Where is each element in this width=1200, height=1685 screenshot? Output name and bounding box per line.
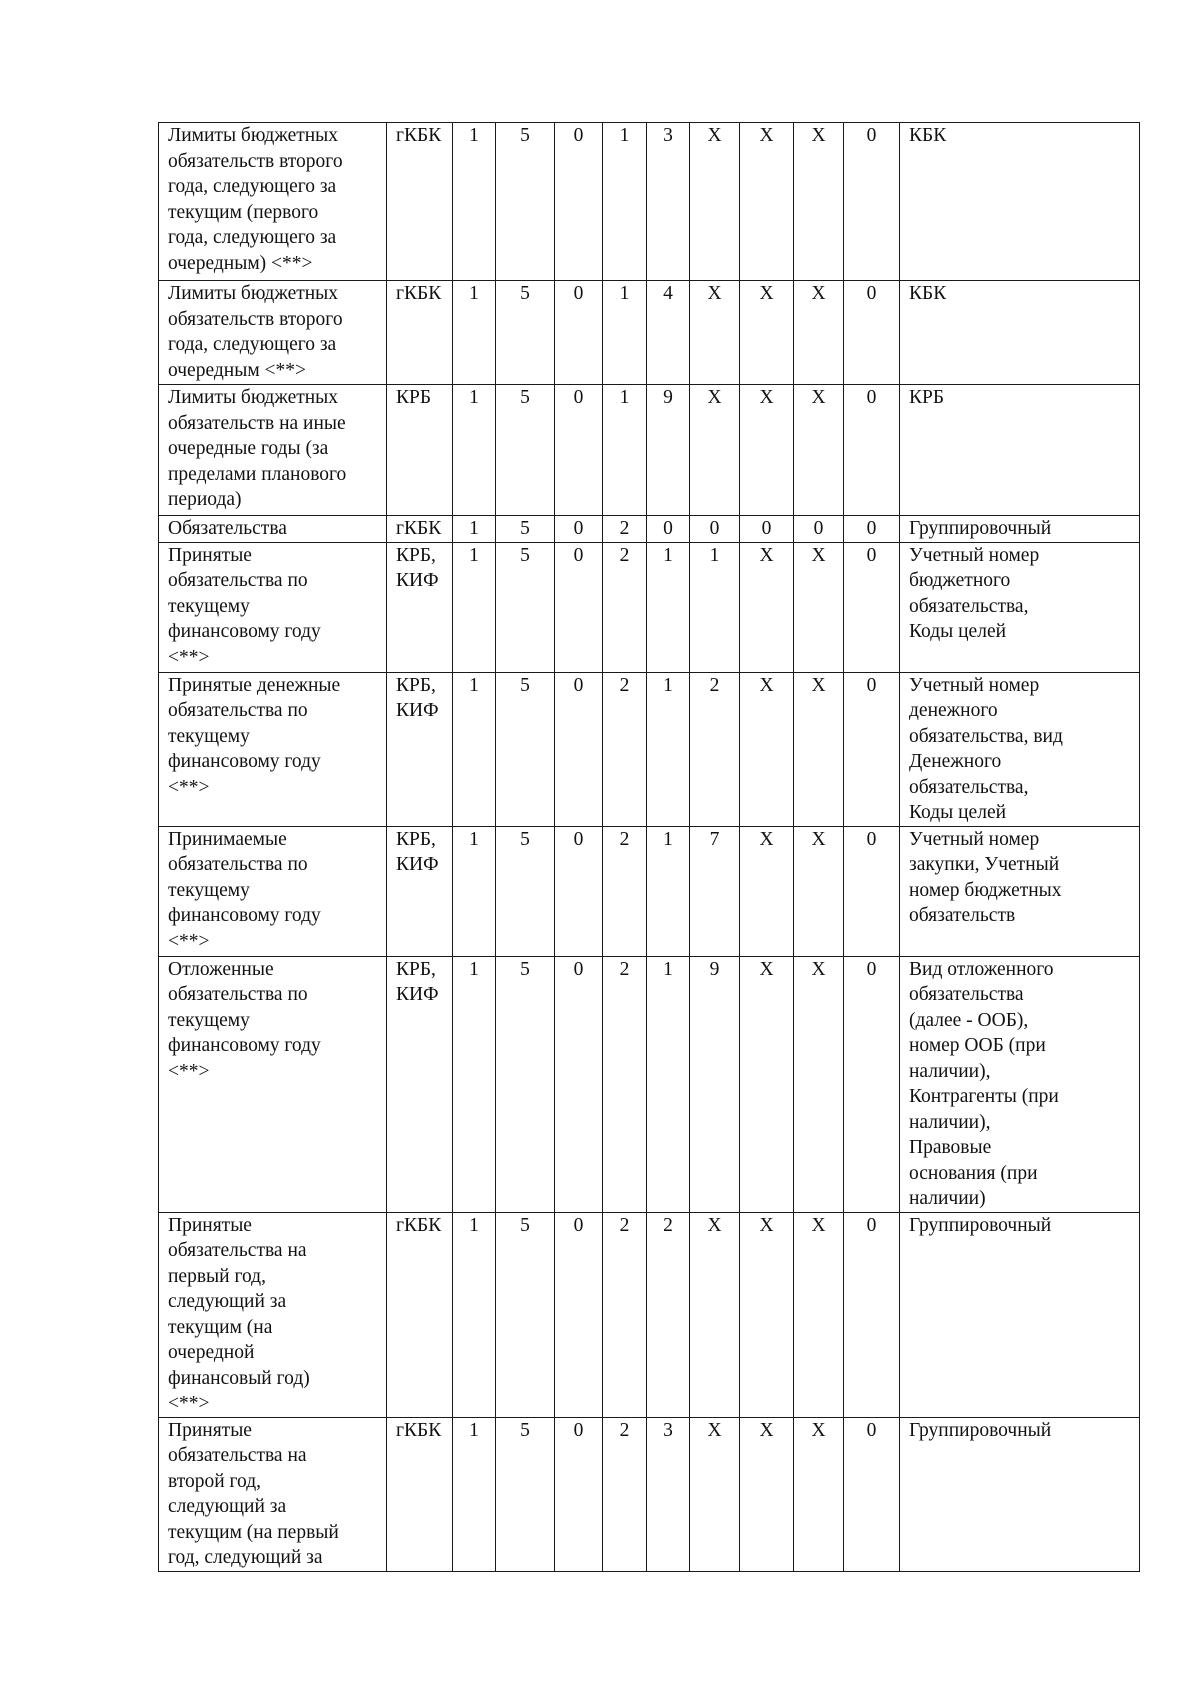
- row-digit-cell: 1: [453, 385, 496, 516]
- row-digit-cell: 0: [794, 516, 844, 543]
- row-digit-cell: 1: [647, 672, 690, 826]
- row-digit-cell: 0: [555, 1417, 603, 1571]
- row-code-cell: гКБК: [387, 1417, 453, 1571]
- row-digit-cell: 0: [844, 542, 900, 672]
- row-digit-cell: 2: [603, 826, 647, 956]
- row-code-cell: КРБ, КИФ: [387, 956, 453, 1212]
- row-digit-cell: 2: [647, 1212, 690, 1417]
- row-digit-cell: 5: [496, 1212, 555, 1417]
- row-digit-cell: 0: [555, 385, 603, 516]
- row-name-cell: Принятые обязательства по текущему финансовому году <**>: [159, 542, 387, 672]
- row-digit-cell: Х: [794, 956, 844, 1212]
- row-name-cell: Лимиты бюджетных обязательств второго года, следующего за текущим (первого года, следующего за очередным) <**>: [159, 123, 387, 281]
- table-row: [159, 516, 1140, 543]
- row-digit-cell: Х: [740, 1417, 794, 1571]
- row-code-cell: КРБ, КИФ: [387, 672, 453, 826]
- row-digit-cell: Х: [794, 672, 844, 826]
- row-digit-cell: Х: [794, 1212, 844, 1417]
- accounts-table: [158, 122, 1140, 1572]
- row-digit-cell: 0: [844, 385, 900, 516]
- row-digit-cell: Х: [740, 542, 794, 672]
- row-digit-cell: Х: [740, 672, 794, 826]
- row-digit-cell: 2: [603, 672, 647, 826]
- row-digit-cell: 0: [740, 516, 794, 543]
- row-digit-cell: 5: [496, 385, 555, 516]
- row-digit-cell: 1: [690, 542, 740, 672]
- row-attributes-cell: Вид отложенного обязательства (далее - ООБ), номер ООБ (при наличии), Контрагенты (при наличии), Правовые основания (при наличии): [900, 956, 1140, 1212]
- table-row: [159, 672, 1140, 826]
- row-attributes-cell: КБК: [900, 123, 1140, 281]
- row-digit-cell: 1: [647, 542, 690, 672]
- row-digit-cell: 0: [844, 123, 900, 281]
- row-digit-cell: 0: [844, 516, 900, 543]
- row-digit-cell: Х: [740, 956, 794, 1212]
- table-row: [159, 1212, 1140, 1417]
- row-code-cell: КРБ, КИФ: [387, 826, 453, 956]
- row-digit-cell: Х: [690, 1417, 740, 1571]
- row-digit-cell: Х: [690, 123, 740, 281]
- row-digit-cell: 0: [555, 542, 603, 672]
- row-digit-cell: 1: [453, 542, 496, 672]
- row-digit-cell: 0: [844, 956, 900, 1212]
- row-digit-cell: Х: [794, 542, 844, 672]
- row-digit-cell: 2: [603, 956, 647, 1212]
- row-attributes-cell: КРБ: [900, 385, 1140, 516]
- row-digit-cell: Х: [690, 385, 740, 516]
- row-digit-cell: 1: [453, 672, 496, 826]
- row-digit-cell: 0: [555, 1212, 603, 1417]
- row-digit-cell: 0: [555, 123, 603, 281]
- row-digit-cell: 1: [453, 123, 496, 281]
- row-digit-cell: 4: [647, 281, 690, 385]
- row-code-cell: гКБК: [387, 281, 453, 385]
- row-name-cell: Принимаемые обязательства по текущему финансовому году <**>: [159, 826, 387, 956]
- row-digit-cell: Х: [690, 1212, 740, 1417]
- row-digit-cell: 0: [647, 516, 690, 543]
- row-digit-cell: 2: [603, 1417, 647, 1571]
- row-code-cell: гКБК: [387, 516, 453, 543]
- row-digit-cell: Х: [740, 1212, 794, 1417]
- row-digit-cell: 2: [690, 672, 740, 826]
- row-digit-cell: 2: [603, 1212, 647, 1417]
- row-digit-cell: 0: [844, 672, 900, 826]
- row-digit-cell: 0: [844, 826, 900, 956]
- row-digit-cell: 0: [555, 956, 603, 1212]
- row-digit-cell: 3: [647, 123, 690, 281]
- row-name-cell: Лимиты бюджетных обязательств на иные очередные годы (за пределами планового периода): [159, 385, 387, 516]
- row-digit-cell: 5: [496, 672, 555, 826]
- row-name-cell: Принятые обязательства на первый год, следующий за текущим (на очередной финансовый год) <**>: [159, 1212, 387, 1417]
- row-digit-cell: Х: [794, 281, 844, 385]
- row-digit-cell: 0: [844, 1417, 900, 1571]
- row-digit-cell: 2: [603, 516, 647, 543]
- row-digit-cell: 1: [453, 516, 496, 543]
- table-row: [159, 1417, 1140, 1571]
- table-row: [159, 281, 1140, 385]
- row-attributes-cell: Группировочный: [900, 1417, 1140, 1571]
- row-digit-cell: Х: [794, 1417, 844, 1571]
- table-row: [159, 385, 1140, 516]
- row-digit-cell: 1: [603, 281, 647, 385]
- row-digit-cell: 1: [453, 1212, 496, 1417]
- table-row: [159, 123, 1140, 281]
- table-row: [159, 956, 1140, 1212]
- row-digit-cell: 0: [844, 281, 900, 385]
- row-digit-cell: 5: [496, 1417, 555, 1571]
- table-body: [159, 123, 1140, 1572]
- row-digit-cell: 0: [690, 516, 740, 543]
- row-code-cell: КРБ, КИФ: [387, 542, 453, 672]
- row-digit-cell: 0: [555, 826, 603, 956]
- row-digit-cell: 5: [496, 123, 555, 281]
- table-row: [159, 826, 1140, 956]
- row-name-cell: Отложенные обязательства по текущему финансовому году <**>: [159, 956, 387, 1212]
- row-digit-cell: 7: [690, 826, 740, 956]
- row-attributes-cell: Учетный номер денежного обязательства, вид Денежного обязательства, Коды целей: [900, 672, 1140, 826]
- row-digit-cell: 1: [647, 826, 690, 956]
- row-attributes-cell: Группировочный: [900, 1212, 1140, 1417]
- row-digit-cell: Х: [690, 281, 740, 385]
- row-digit-cell: 1: [603, 123, 647, 281]
- row-digit-cell: 9: [647, 385, 690, 516]
- row-digit-cell: 5: [496, 281, 555, 385]
- row-digit-cell: 1: [603, 385, 647, 516]
- row-attributes-cell: Группировочный: [900, 516, 1140, 543]
- row-name-cell: Принятые денежные обязательства по текущему финансовому году <**>: [159, 672, 387, 826]
- row-digit-cell: 3: [647, 1417, 690, 1571]
- row-digit-cell: 0: [555, 281, 603, 385]
- row-digit-cell: 1: [647, 956, 690, 1212]
- row-digit-cell: Х: [740, 826, 794, 956]
- row-digit-cell: 0: [555, 672, 603, 826]
- row-digit-cell: 5: [496, 956, 555, 1212]
- row-name-cell: Лимиты бюджетных обязательств второго года, следующего за очередным <**>: [159, 281, 387, 385]
- row-digit-cell: Х: [740, 123, 794, 281]
- row-code-cell: гКБК: [387, 1212, 453, 1417]
- row-digit-cell: 1: [453, 281, 496, 385]
- row-code-cell: гКБК: [387, 123, 453, 281]
- row-digit-cell: Х: [794, 826, 844, 956]
- row-name-cell: Обязательства: [159, 516, 387, 543]
- row-digit-cell: Х: [740, 281, 794, 385]
- row-attributes-cell: КБК: [900, 281, 1140, 385]
- row-digit-cell: 0: [555, 516, 603, 543]
- row-digit-cell: 5: [496, 826, 555, 956]
- row-digit-cell: 0: [844, 1212, 900, 1417]
- row-name-cell: Принятые обязательства на второй год, следующий за текущим (на первый год, следующий за: [159, 1417, 387, 1571]
- row-digit-cell: 1: [453, 826, 496, 956]
- table-row: [159, 542, 1140, 672]
- row-digit-cell: Х: [740, 385, 794, 516]
- row-attributes-cell: Учетный номер бюджетного обязательства, Коды целей: [900, 542, 1140, 672]
- row-digit-cell: 9: [690, 956, 740, 1212]
- row-digit-cell: 5: [496, 516, 555, 543]
- row-attributes-cell: Учетный номер закупки, Учетный номер бюджетных обязательств: [900, 826, 1140, 956]
- row-digit-cell: 1: [453, 1417, 496, 1571]
- row-digit-cell: 1: [453, 956, 496, 1212]
- row-digit-cell: Х: [794, 385, 844, 516]
- row-digit-cell: 5: [496, 542, 555, 672]
- row-code-cell: КРБ: [387, 385, 453, 516]
- row-digit-cell: Х: [794, 123, 844, 281]
- row-digit-cell: 2: [603, 542, 647, 672]
